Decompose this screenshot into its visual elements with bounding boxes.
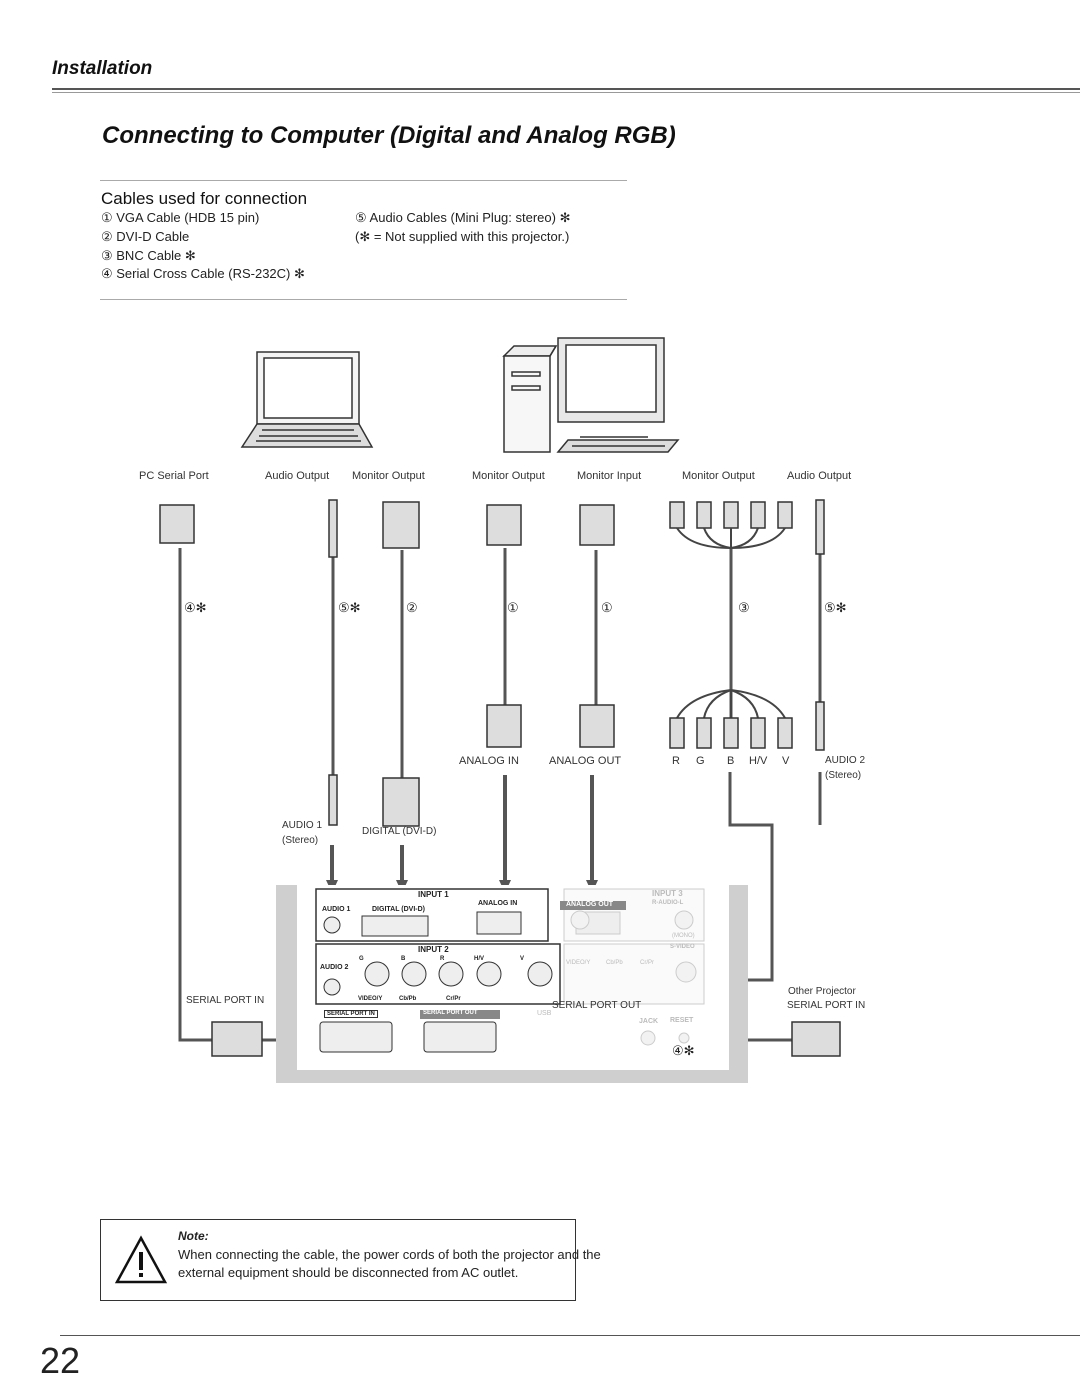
- serial-connector-right: [792, 1022, 840, 1056]
- panel-hv: H/V: [474, 956, 485, 962]
- audio1-sub-label: (Stereo): [282, 835, 319, 846]
- panel-b: B: [401, 956, 406, 962]
- panel-jack: JACK: [639, 1018, 659, 1025]
- warning-icon: [113, 1232, 173, 1292]
- panel-reset: RESET: [670, 1017, 694, 1024]
- cable-tag-audio-right: ⑤✻: [824, 600, 847, 615]
- bnc-top-r: [670, 502, 684, 528]
- bnc-bottom-b: [724, 718, 738, 748]
- note-text: When connecting the cable, the power cords of both the projector and the external equipment should be disconnected from AC outlet.: [178, 1247, 601, 1280]
- panel-videoy: VIDEO/Y: [358, 996, 383, 1002]
- cable-item-bnc: ③ BNC Cable ✻: [101, 248, 196, 263]
- cable-tag-vga-1: ①: [507, 600, 519, 615]
- analog-out-label: ANALOG OUT: [549, 755, 622, 767]
- cable-tag-dvi: ②: [406, 600, 418, 615]
- bnc-label-g: G: [696, 755, 705, 767]
- pc-serial-connector: [160, 505, 194, 543]
- cable-item-audio: ⑤ Audio Cables (Mini Plug: stereo) ✻: [355, 210, 571, 225]
- bnc-top-hv: [751, 502, 765, 528]
- panel-analog-out: ANALOG OUT: [566, 901, 614, 908]
- cable-tag-bnc: ③: [738, 600, 750, 615]
- bnc-bottom-v: [778, 718, 792, 748]
- panel-g: G: [359, 956, 364, 962]
- monitor-output-label-1: Monitor Output: [352, 470, 425, 482]
- panel-crpr: Cr/Pr: [446, 996, 461, 1002]
- panel-input2: INPUT 2: [418, 945, 449, 954]
- cable-tag-serial-left: ④✻: [184, 600, 207, 615]
- audio2-sub-label: (Stereo): [825, 770, 862, 781]
- panel-cbpb3: Cb/Pb: [606, 960, 623, 966]
- cable-footnote: (✻ = Not supplied with this projector.): [355, 229, 570, 244]
- audio-plug-bottom-left: [329, 775, 337, 825]
- page-title: Connecting to Computer (Digital and Analog RGB): [102, 122, 676, 149]
- audio-plug-top-left: [329, 500, 337, 557]
- panel-analog-in: ANALOG IN: [478, 900, 518, 907]
- cable-item-dvi: ② DVI-D Cable: [101, 229, 190, 244]
- bnc-top-g: [697, 502, 711, 528]
- panel-r: R: [440, 956, 445, 962]
- dvi-connector-bottom: [383, 778, 419, 826]
- note-box: [100, 1219, 601, 1301]
- bnc-top-v: [778, 502, 792, 528]
- laptop-icon: [242, 352, 372, 447]
- note-title: Note:: [178, 1229, 209, 1243]
- section-title: Installation: [52, 58, 153, 79]
- audio-plug-bottom-right: [816, 702, 824, 750]
- footer-rule: [60, 1335, 1080, 1336]
- bnc-bottom-g: [697, 718, 711, 748]
- vga-connector-top-1: [487, 505, 521, 545]
- monitor-input-label: Monitor Input: [577, 470, 642, 482]
- vga-connector-bottom-1: [487, 705, 521, 747]
- analog-in-label: ANALOG IN: [459, 755, 519, 767]
- dvi-connector-top: [383, 502, 419, 548]
- panel-v: V: [520, 956, 525, 962]
- panel-digital: DIGITAL (DVI-D): [372, 906, 426, 913]
- cable-tag-audio-left: ⑤✻: [338, 600, 361, 615]
- panel-cbpb: Cb/Pb: [399, 996, 417, 1002]
- page-number: 22: [40, 1340, 81, 1381]
- audio-output-label-1: Audio Output: [265, 470, 330, 482]
- bnc-fan-bottom: [677, 690, 785, 718]
- serial-port-out-label: SERIAL PORT OUT: [552, 1000, 642, 1011]
- panel-raudio: R-AUDIO-L: [652, 900, 684, 906]
- panel-audio2: AUDIO 2: [320, 964, 349, 971]
- audio-output-label-2: Audio Output: [787, 470, 852, 482]
- panel-audio1: AUDIO 1: [322, 906, 351, 913]
- vga-connector-bottom-2: [580, 705, 614, 747]
- bnc-bottom-r: [670, 718, 684, 748]
- digital-label: DIGITAL (DVI-D): [362, 826, 437, 837]
- audio2-label: AUDIO 2: [825, 755, 866, 766]
- panel-input1: INPUT 1: [418, 890, 449, 899]
- bnc-label-r: R: [672, 755, 680, 767]
- cable-tag-serial-right: ④✻: [672, 1043, 695, 1058]
- monitor-icon: [558, 338, 678, 452]
- panel-mono: (MONO): [672, 933, 695, 939]
- panel-videoy3: VIDEO/Y: [566, 960, 591, 966]
- panel-serial-out: SERIAL PORT OUT: [423, 1010, 478, 1016]
- cable-item-serial: ④ Serial Cross Cable (RS-232C) ✻: [101, 266, 305, 281]
- monitor-output-label-2: Monitor Output: [472, 470, 545, 482]
- serial-connector-left: [212, 1022, 262, 1056]
- audio-plug-top-right: [816, 500, 824, 554]
- panel-usb: USB: [537, 1010, 552, 1017]
- bnc-label-hv: H/V: [749, 755, 768, 767]
- bnc-top-b: [724, 502, 738, 528]
- bnc-bottom-hv: [751, 718, 765, 748]
- serial-port-in-label: SERIAL PORT IN: [186, 995, 265, 1006]
- bnc-label-v: V: [782, 755, 790, 767]
- cable-tag-vga-2: ①: [601, 600, 613, 615]
- other-serial-in-label: SERIAL PORT IN: [787, 1000, 866, 1011]
- pc-serial-port-label: PC Serial Port: [139, 470, 209, 482]
- vga-connector-top-2: [580, 505, 614, 545]
- bnc-label-b: B: [727, 755, 735, 767]
- other-projector-label: Other Projector: [788, 986, 856, 997]
- desktop-tower-icon: [504, 346, 556, 452]
- panel-input3: INPUT 3: [652, 889, 683, 898]
- monitor-output-label-3: Monitor Output: [682, 470, 755, 482]
- panel-serial-in: SERIAL PORT IN: [324, 1010, 378, 1018]
- bnc-fan-top: [677, 528, 785, 548]
- cables-heading: Cables used for connection: [101, 189, 308, 208]
- panel-crpr3: Cr/Pr: [640, 960, 654, 966]
- cable-item-vga: ① VGA Cable (HDB 15 pin): [101, 210, 260, 225]
- panel-svideo: S-VIDEO: [670, 944, 695, 950]
- audio1-label: AUDIO 1: [282, 820, 323, 831]
